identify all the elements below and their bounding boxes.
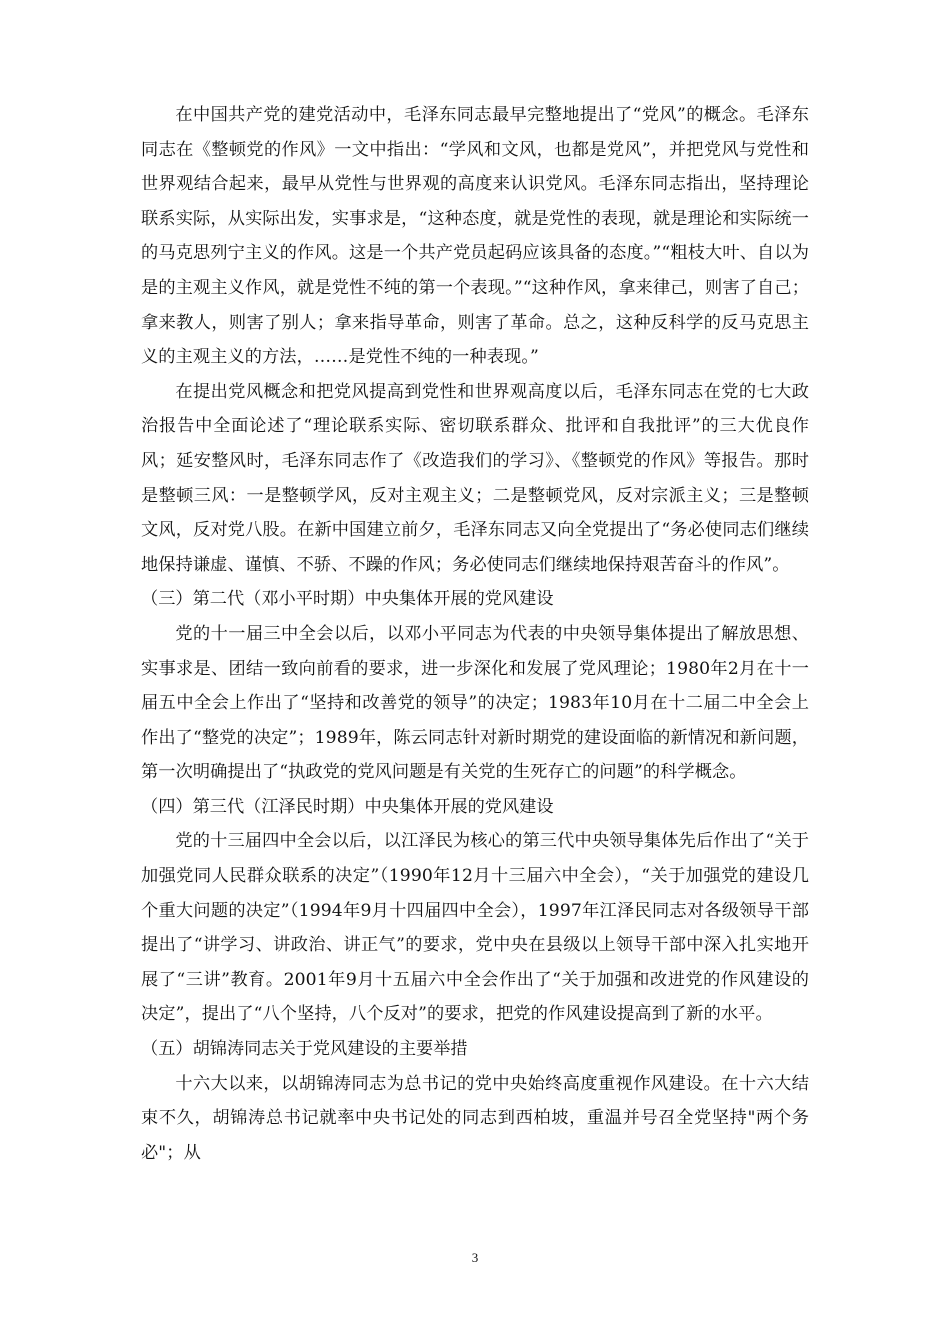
section-heading-hu-measures: （五）胡锦涛同志关于党风建设的主要举措 [141, 1039, 468, 1060]
document-body [141, 98, 809, 1170]
paragraph-deng-era-party-style: 党的十一届三中全会以后，以邓小平同志为代表的中央领导集体提出了解放思想、实事求是、团结一致向前看的要求，进一步深化和发展了党风理论；1980年2月在十一届五中全会上作出了“坚持和改善党的领导”的决定；1983年10月在十二届二中全会上作出了“整党的决定”；1989年，陈云同志针对新时期党的建设面临的新情况和新问题，第一次明确提出了“执政党的党风问题是有关党的生死存亡的问题”的科学概念。 [141, 623, 809, 783]
page-number: 3 [471, 1250, 479, 1265]
paragraph-three-fine-styles: 在提出党风概念和把党风提高到党性和世界观高度以后，毛泽东同志在党的七大政治报告中全面论述了“理论联系实际、密切联系群众、批评和自我批评”的三大优良作风；延安整风时，毛泽东同志作了《改造我们的学习》、《整顿党的作风》等报告。那时是整顿三风：一是整顿学风，反对主观主义；二是整顿党风，反对宗派主义；三是整顿文风，反对党八股。在新中国建立前夕，毛泽东同志又向全党提出了“务必使同志们继续地保持谦虚、谨慎、不骄、不躁的作风；务必使同志们继续地保持艰苦奋斗的作风”。 [141, 381, 809, 575]
section-heading-deng-era: （三）第二代（邓小平时期）中央集体开展的党风建设 [141, 589, 554, 610]
paragraph-mao-party-style-concept: 在中国共产党的建党活动中，毛泽东同志最早完整地提出了“党风”的概念。毛泽东同志在《整顿党的作风》一文中指出：“学风和文风，也都是党风”，并把党风与党性和世界观结合起来，最早从党性与世界观的高度来认识党风。毛泽东同志指出，坚持理论联系实际，从实际出发，实事求是，“这种态度，就是党性的表现，就是理论和实际统一的马克思列宁主义的作风。这是一个共产党员起码应该具备的态度。”“粗枝大叶、自以为是的主观主义作风，就是党性不纯的第一个表现。”“这种作风，拿来律己，则害了自己；拿来教人，则害了别人；拿来指导革命，则害了革命。总之，这种反科学的反马克思主义的主观主义的方法，……是党性不纯的一种表现。” [141, 105, 809, 368]
paragraph-jiang-era-party-style: 党的十三届四中全会以后，以江泽民为核心的第三代中央领导集体先后作出了“关于加强党同人民群众联系的决定”（1990年12月十三届六中全会），“关于加强党的建设几个重大问题的决定”（1994年9月十四届四中全会），1997年江泽民同志对各级领导干部提出了“讲学习、讲政治、讲正气”的要求，党中央在县级以上领导干部中深入扎实地开展了“三讲”教育。2001年9月十五届六中全会作出了“关于加强和改进党的作风建设的决定”，提出了“八个坚持，八个反对”的要求，把党的作风建设提高到了新的水平。 [141, 831, 809, 1025]
section-heading-jiang-era: （四）第三代（江泽民时期）中央集体开展的党风建设 [141, 796, 554, 817]
paragraph-hu-era-party-style: 十六大以来，以胡锦涛同志为总书记的党中央始终高度重视作风建设。在十六大结束不久，胡锦涛总书记就率中央书记处的同志到西柏坡，重温并号召全党坚持"两个务必"；从 [141, 1073, 809, 1163]
